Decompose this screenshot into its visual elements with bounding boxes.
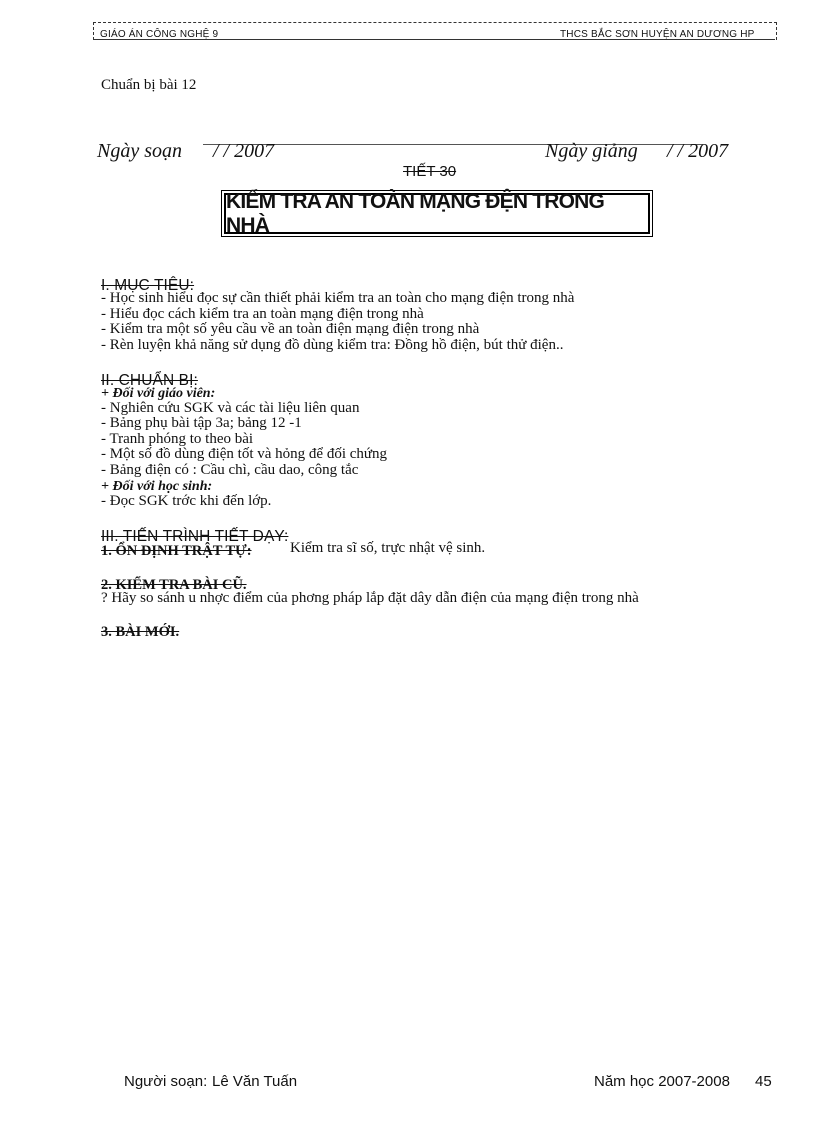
footer-page-number: 45 bbox=[755, 1073, 772, 1090]
prep-note: Chuẩn bị bài 12 bbox=[101, 77, 197, 93]
footer-author-name: Lê Văn Tuấn bbox=[212, 1073, 298, 1090]
lesson-number: TIẾT 30 bbox=[403, 163, 457, 180]
objective-item: - Kiểm tra một số yêu cầu về an toàn điện mạng điện trong nhà bbox=[101, 321, 480, 337]
teacher-item: - Bảng phụ bài tập 3a; bảng 12 -1 bbox=[101, 415, 302, 431]
objective-item: - Học sinh hiểu đọc sự cần thiết phải kiểm tra an toàn cho mạng điện trong nhà bbox=[101, 290, 575, 306]
teacher-label: + Đối với giáo viên: bbox=[101, 386, 216, 401]
date-giang-value: / / 2007 bbox=[667, 140, 729, 162]
step-3-label: 3. BÀI MỚI. bbox=[101, 624, 180, 640]
student-item: - Đọc SGK trớc khi đến lớp. bbox=[101, 493, 272, 509]
teacher-item: - Tranh phóng to theo bài bbox=[101, 431, 254, 447]
step-1-text: Kiểm tra sĩ số, trực nhật vệ sinh. bbox=[290, 540, 486, 556]
student-label: + Đối với học sinh: bbox=[101, 479, 213, 494]
section-2-heading: II. CHUẨN BỊ: bbox=[101, 372, 198, 389]
footer-school-year: Năm học 2007-2008 bbox=[594, 1073, 730, 1090]
header-left-text: GIÁO ÁN CÔNG NGHỆ 9 bbox=[100, 29, 219, 40]
objective-item: - Hiểu đọc cách kiểm tra an toàn mạng điện trong nhà bbox=[101, 306, 424, 322]
step-2-question: ? Hãy so sánh u nhợc điểm của phơng pháp lắp đặt dây dẫn điện của mạng điện trong nhà bbox=[101, 590, 639, 606]
teacher-item: - Bảng điện có : Cầu chì, cầu dao, công tắc bbox=[101, 462, 359, 478]
title-box bbox=[221, 190, 653, 237]
section-1-heading: I. MỤC TIÊU: bbox=[101, 277, 195, 294]
date-giang-label: Ngày giảng bbox=[545, 140, 638, 162]
objective-item: - Rèn luyện khả năng sử dụng đồ dùng kiểm tra: Đồng hồ điện, bút thử điện.. bbox=[101, 337, 564, 353]
date-soan-value: / / 2007 bbox=[213, 140, 275, 162]
section-3-heading: III. TIẾN TRÌNH TIẾT DẠY: bbox=[101, 528, 289, 545]
header-right-text: THCS BẮC SƠN HUYỆN AN DƯƠNG HP bbox=[560, 29, 755, 40]
lesson-title: KIỂM TRA AN TOÀN MẠNG ĐỆN TRONG NHÀ bbox=[226, 189, 605, 237]
step-2-label: 2. KIỂM TRA BÀI CŨ. bbox=[101, 577, 247, 593]
footer-author-label: Người soạn: bbox=[124, 1073, 208, 1090]
teacher-item: - Một số đồ dùng điện tốt và hỏng để đối chứng bbox=[101, 446, 388, 462]
date-soan-label: Ngày soạn bbox=[97, 140, 182, 162]
step-1-label: 1. ỔN ĐỊNH TRẬT TỰ: bbox=[101, 543, 252, 559]
teacher-item: - Nghiên cứu SGK và các tài liệu liên quan bbox=[101, 400, 360, 416]
